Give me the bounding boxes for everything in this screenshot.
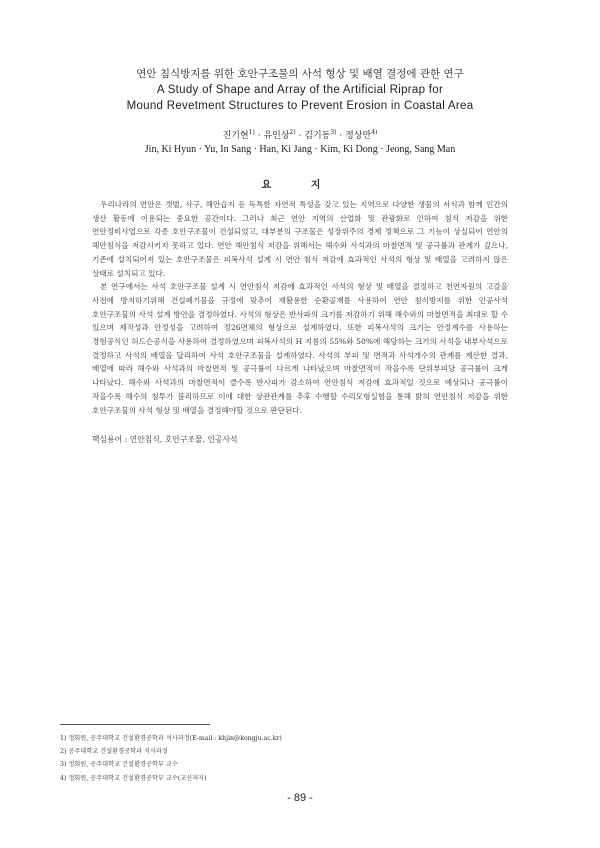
footnote-item: 4) 정회원, 공주대학교 건설환경공학부 교수(교신저자) <box>60 774 207 782</box>
abstract-heading: 요 지 <box>261 180 339 191</box>
author-name: 진기현 <box>222 131 249 141</box>
author-separator: · <box>295 131 305 141</box>
author-name: 김기동 <box>304 131 331 141</box>
abstract-paragraph-1: 우리나라의 연안은 갯벌, 사구, 해안습지 등 독특한 자연적 특성을 갖고 있는 지역으로 다양한 생물의 서식과 함께 인간의 생산 활동에 이용되는 중요한 공간이다. 그러나 최근 연안 지역의 산업화 및 관광화로 인하여 침식 저감을 위한 연안정비사업으로 각종 호안구조물이 건설되었고, 대부분의 구조물은 성장위주의 경제 정책으로 그 기능이 상실되어 연안의 해안침식을 저감시키지 못하고 있다. 연안 해안침식 저감을 위해서는 해수와 사석과의 마찰면적 및 공극률과 관계가 깊으나, 기존에 설치되어져 있는 호안구조물은 피복사석 설계 시 연안 침식 저감에 효과적인 사석의 형상 및 배열을 고려하지 않은 상태로 설치되고 있다. <box>92 200 508 278</box>
abstract-body <box>92 198 508 417</box>
footnote-item: 1) 정회원, 공주대학교 건설환경공학과 석사과정(E-mail : khjin@kongju.ac.kr) <box>60 735 282 742</box>
abstract-paragraph-2: 본 연구에서는 사석 호안구조물 설계 시 연안침식 저감에 효과적인 사석의 형상 및 배열을 결정하고 천연자원의 고갈을 사전에 방지하기위해 건설폐기물을 규정에 맞추어 재활용한 순환골재를 사용하여 연안 침식방지를 위한 인공사석 호안구조물의 사석 설계 방안을 결정하였다. 사석의 형상은 반사파의 크기를 저감하기 위해 해수와의 마찰면적을 최대로 할 수 있으며 제작성과 안정성을 고려하여 정26면체의 형상으로 설계하였다. 또한 피복사석의 크기는 안정계수를 사용하는 경험공식인 허드슨공식을 사용하여 결정하였으며 피복사석의 H 지름의 55%와 50%에 해당하는 크기의 사석을 내부사석으로 결정하고 사석의 배열을 달리하여 사석 호안구조물을 설계하였다. 사석의 부피 및 면적과 사석개수의 관계를 계산한 결과, 배열에 따라 해수와 사석과의 마찰면적 및 공극률이 다르게 나타났으며 마찰면적이 작을수록 단위부피당 공극률이 크게 나타났다. 해수와 사석과의 마찰면적이 클수록 반사파가 감소하여 연안침식 저감에 효과적일 것으로 예상되나 공극률이 작을수록 해수의 침투가 불리하므로 이에 대한 상관관계를 추후 수행할 수리모형실험을 통해 밝혀 연안침식 저감을 위한 호안구조물의 사석 형상 및 배열을 결정해야할 것으로 판단된다. <box>92 282 508 415</box>
authors-korean <box>60 126 540 143</box>
author-name: 정상만 <box>345 131 372 141</box>
page-number: - 89 - <box>287 792 313 804</box>
author-name: 유인상 <box>263 131 290 141</box>
footnote-item: 3) 정회원, 공주대학교 건설환경공학부 교수 <box>60 761 178 769</box>
author-separator: · <box>254 131 264 141</box>
title-block <box>60 66 540 114</box>
author-mark: 3) <box>330 129 337 136</box>
title-english-line1: A Study of Shape and Array of the Artificial Riprap for <box>156 84 444 96</box>
footnote-divider <box>60 724 210 725</box>
keywords: 핵심용어 : 연안침식, 호안구조물, 인공사석 <box>92 435 238 444</box>
footnote-item: 2) 공주대학교 건설환경공학과 석사과정 <box>60 748 168 756</box>
authors-block <box>60 126 540 157</box>
footnotes <box>60 732 500 785</box>
title-english-line2: Mound Revetment Structures to Prevent Erosion in Coastal Area <box>126 100 474 112</box>
author-mark: 1) <box>248 129 255 136</box>
title-korean: 연안 침식방지를 위한 호안구조물의 사석 형상 및 배열 결정에 관한 연구 <box>136 68 464 80</box>
authors-english: Jin, Ki Hyun · Yu, In Sang · Han, Ki Jang · Kim, Ki Dong · Jeong, Sang Man <box>144 144 456 155</box>
author-mark: 4) <box>371 129 378 136</box>
author-mark: 2) <box>289 129 296 136</box>
author-separator: · <box>336 131 346 141</box>
